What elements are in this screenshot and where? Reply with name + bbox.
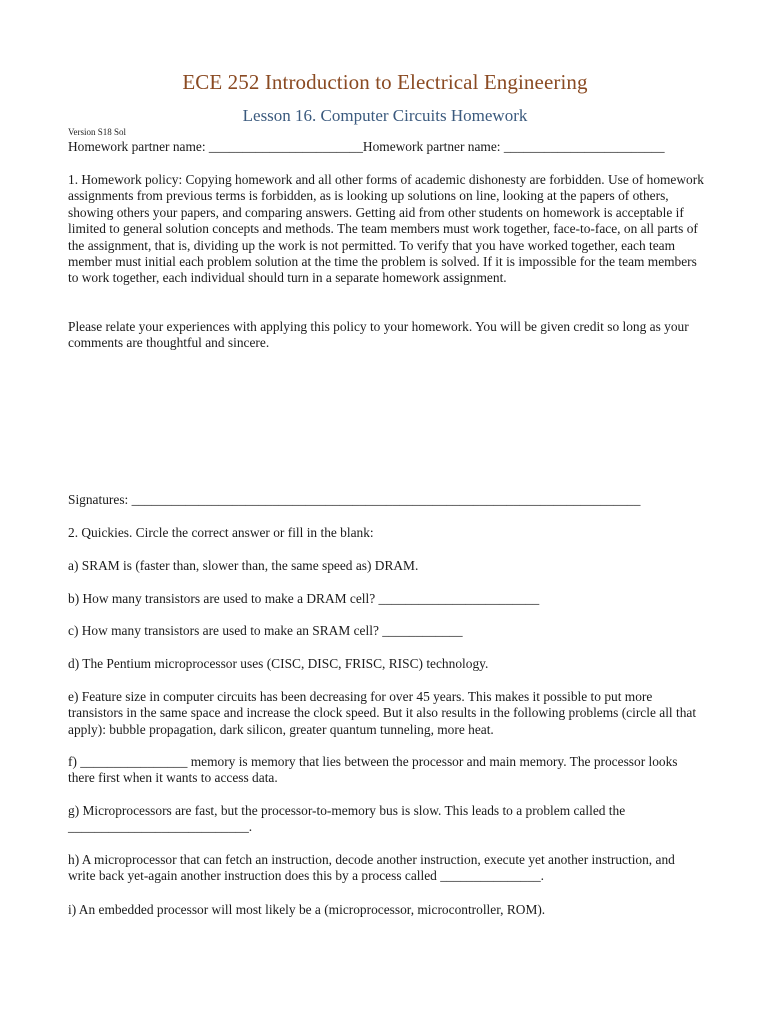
question-a: a) SRAM is (faster than, slower than, the same speed as) DRAM. bbox=[68, 558, 419, 573]
question-f: f) ________________ memory is memory that lies between the processor and main memory. The processor looks there first when it wants to access data. bbox=[68, 754, 678, 786]
homework-policy-paragraph: 1. Homework policy: Copying homework and all other forms of academic dishonesty are forbidden. Use of homework assignments from previous terms is forbidden, as is looking up solutions on line, looking at the papers of others, showing others your papers, and comparing answers. Getting aid from other students on homework is acceptable if limited to general solution concepts and methods. The team members must work together, face-to-face, on all parts of the assignment, that is, dividing up the work is not permitted. To verify that you have worked together, each team member must initial each problem solution at the time the problem is solved. If it is impossible for the team members to work together, each individual should turn in a separate homework assignment. bbox=[68, 172, 704, 286]
relate-policy-paragraph: Please relate your experiences with applying this policy to your homework. You will be given credit so long as your comments are thoughtful and sincere. bbox=[68, 319, 689, 351]
question-e: e) Feature size in computer circuits has been decreasing for over 45 years. This makes it possible to put more transistors in the same space and increase the clock speed. But it also results in the following problems (circle all that apply): bubble propagation, dark silicon, greater quantum tunneling, more heat. bbox=[68, 689, 697, 737]
page-title: ECE 252 Introduction to Electrical Engineering bbox=[182, 70, 588, 94]
question-h: h) A microprocessor that can fetch an instruction, decode another instruction, execute yet another instruction, and write back yet-again another instruction does this by a process called _______________. bbox=[68, 852, 675, 884]
signatures-line: Signatures: ____________________________________________________________________________ bbox=[68, 492, 641, 507]
question-g: g) Microprocessors are fast, but the processor-to-memory bus is slow. This leads to a problem called the ___________________________. bbox=[68, 803, 626, 835]
question-c: c) How many transistors are used to make an SRAM cell? ____________ bbox=[68, 623, 463, 638]
question-b: b) How many transistors are used to make a DRAM cell? ________________________ bbox=[68, 591, 540, 606]
question-d: d) The Pentium microprocessor uses (CISC, DISC, FRISC, RISC) technology. bbox=[68, 656, 489, 671]
version-label: Version S18 Sol bbox=[68, 127, 127, 137]
quickies-intro: 2. Quickies. Circle the correct answer or fill in the blank: bbox=[68, 525, 374, 540]
page-subtitle: Lesson 16. Computer Circuits Homework bbox=[242, 106, 528, 125]
partner-names-line: Homework partner name: _______________________Homework partner name: ________________________ bbox=[68, 139, 665, 154]
question-i: i) An embedded processor will most likely be a (microprocessor, microcontroller, ROM). bbox=[68, 902, 546, 917]
